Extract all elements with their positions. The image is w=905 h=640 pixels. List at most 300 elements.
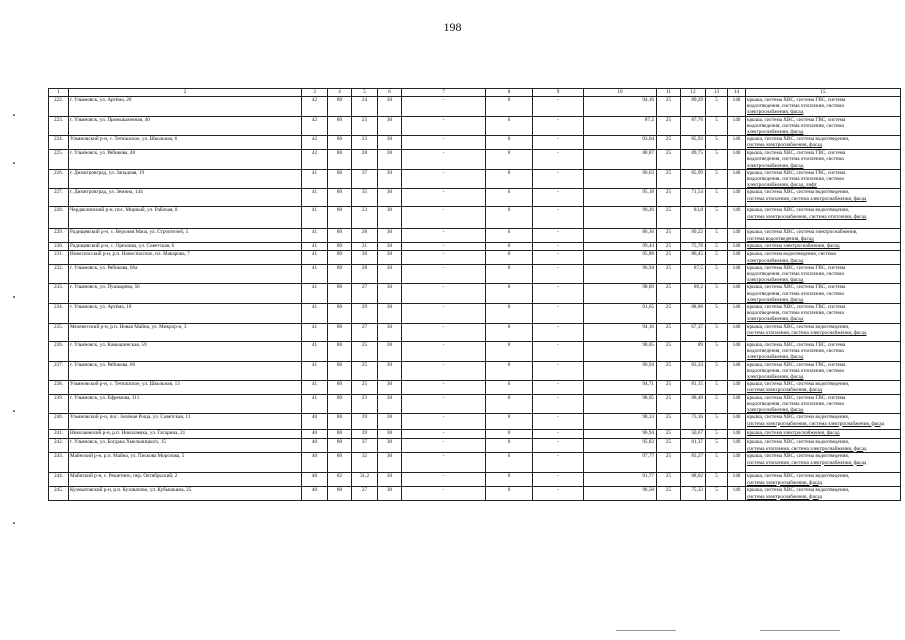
col14-cell: 140	[728, 284, 746, 304]
col6-cell: 30	[378, 229, 402, 243]
col3-cell: 41	[302, 229, 328, 243]
works-cell	[746, 251, 901, 264]
col6-cell: 30	[378, 264, 402, 284]
col11-cell: 25	[657, 394, 681, 414]
col13-cell: 5	[706, 414, 728, 430]
works-line: водоотведения, система отопления, система	[747, 310, 844, 317]
col9-cell: -	[533, 394, 584, 414]
works-cell	[746, 487, 901, 501]
works-cell	[746, 284, 901, 304]
col4-cell: 80	[328, 150, 352, 170]
col8-cell: 0	[486, 169, 533, 189]
table-row	[49, 394, 901, 414]
address-cell: г. Димитровград, ул. Земина, 144	[69, 189, 302, 207]
col12-cell: 88,02	[681, 473, 706, 487]
col5-cell: 29	[352, 304, 378, 324]
table-row	[49, 487, 901, 501]
col11-cell: 25	[657, 207, 681, 229]
col9-cell: -	[533, 473, 584, 487]
col11-cell: 25	[657, 323, 681, 341]
scan-mark	[616, 630, 676, 631]
col12-cell: 85,93	[681, 136, 706, 150]
scan-mark	[13, 522, 15, 524]
col5-cell: 25	[352, 361, 378, 381]
col10-cell: 98,33	[584, 414, 657, 430]
scan-mark	[13, 114, 15, 116]
works-line: крыша, система электроснабжения, фасад	[747, 430, 840, 437]
address-cell: г. Ульяновск, ул. Рябикова, 66	[69, 361, 302, 381]
works-cell	[746, 430, 901, 439]
col5-cell: 32	[352, 453, 378, 473]
col3-cell: 40	[302, 487, 328, 501]
col10-cell: 95,88	[584, 251, 657, 264]
works-line: система отопления, система электроснабжения, фасад	[747, 195, 867, 202]
col5-cell: 28	[352, 150, 378, 170]
col8-cell: 0	[486, 381, 533, 394]
col5-cell: 23	[352, 207, 378, 229]
col11-cell: 25	[657, 473, 681, 487]
table-row	[49, 189, 901, 207]
works-cell	[746, 189, 901, 207]
col7-cell: -	[402, 453, 486, 473]
col4-cell: 80	[328, 264, 352, 284]
works-line: крыша, система ХВС, система ГВС, система	[747, 361, 846, 368]
address-cell: Майнский р-н, р.п. Майна, ул. Пискова Морозова, 5	[69, 453, 302, 473]
works-line: водоотведения, система отопления, система	[747, 290, 844, 297]
table-row	[49, 323, 901, 341]
col11-cell: 25	[657, 229, 681, 243]
works-line: крыша, система ХВС, система электроснабжения,	[747, 229, 858, 236]
col5-cell: 25	[352, 381, 378, 394]
col10-cell: 94,16	[584, 323, 657, 341]
works-line: электроснабжения, фасад, лифт	[747, 182, 817, 189]
col6-cell: 30	[378, 189, 402, 207]
works-line: электроснабжения, фасад	[747, 162, 804, 169]
works-line: электроснабжения, фасад	[747, 407, 804, 414]
col12-cell: 89,29	[681, 97, 706, 117]
col4-cell: 80	[328, 453, 352, 473]
works-cell	[746, 229, 901, 243]
col9-cell: -	[533, 251, 584, 264]
column-header: 11	[657, 89, 681, 97]
works-line: крыша, система ХВС, система водоотведения,	[747, 323, 850, 330]
column-header: 1	[49, 89, 69, 97]
works-line: водоотведения, система отопления, система	[747, 122, 844, 129]
col14-cell: 140	[728, 150, 746, 170]
col6-cell: 30	[378, 473, 402, 487]
col13-cell: 5	[706, 189, 728, 207]
col13-cell: 5	[706, 169, 728, 189]
col5-cell: 39	[352, 430, 378, 439]
row-number: 225.	[49, 150, 69, 170]
works-cell	[746, 394, 901, 414]
col7-cell: -	[402, 323, 486, 341]
works-line: электроснабжения, фасад	[747, 109, 804, 116]
address-cell: г. Ульяновск, ул. Артёма, 18	[69, 304, 302, 324]
row-number: 242.	[49, 439, 69, 453]
works-line: система отопления, система электроснабжения, фасад	[747, 329, 867, 336]
works-line: система электроснабжения, система отопления, фасад	[747, 213, 867, 220]
col14-cell: 140	[728, 189, 746, 207]
column-header: 12	[681, 89, 706, 97]
col5-cell: 27	[352, 323, 378, 341]
col14-cell: 140	[728, 264, 746, 284]
col10-cell: 96,94	[584, 264, 657, 284]
col7-cell: -	[402, 341, 486, 361]
col14-cell: 140	[728, 136, 746, 150]
col6-cell: 30	[378, 304, 402, 324]
col9-cell: -	[533, 264, 584, 284]
works-cell	[746, 264, 901, 284]
works-cell	[746, 207, 901, 229]
works-line: водоотведения, система отопления, система	[747, 156, 844, 163]
col10-cell: 96,94	[584, 361, 657, 381]
works-line: крыша, система ХВС, система водоотведения,	[747, 453, 850, 460]
col6-cell: 30	[378, 453, 402, 473]
col13-cell: 5	[706, 150, 728, 170]
works-line: водоотведения, система отопления, система	[747, 367, 844, 374]
col3-cell: 41	[302, 323, 328, 341]
page-number: 198	[443, 20, 462, 34]
col10-cell: 98,89	[584, 284, 657, 304]
col11-cell: 25	[657, 284, 681, 304]
col9-cell: -	[533, 150, 584, 170]
col12-cell: 81,37	[681, 439, 706, 453]
col13-cell: 5	[706, 439, 728, 453]
col7-cell: -	[402, 97, 486, 117]
col12-cell: 50,67	[681, 430, 706, 439]
works-cell	[746, 243, 901, 251]
col9-cell: -	[533, 430, 584, 439]
col12-cell: 85,99	[681, 169, 706, 189]
address-cell: Радищевский р-н, с. Ореховка, ул. Советская, 6	[69, 243, 302, 251]
col6-cell: 30	[378, 381, 402, 394]
col7-cell: -	[402, 116, 486, 136]
row-number: 224.	[49, 136, 69, 150]
address-cell: г. Ульяновск, ул. Рябикова, 48	[69, 150, 302, 170]
col4-cell: 80	[328, 169, 352, 189]
col13-cell: 5	[706, 116, 728, 136]
col14-cell: 140	[728, 381, 746, 394]
table-row	[49, 430, 901, 439]
col11-cell: 25	[657, 243, 681, 251]
col10-cell: 98,05	[584, 341, 657, 361]
col3-cell: 41	[302, 243, 328, 251]
address-cell: г. Ульяновск, ул. Богдана Хмельницкого, 15	[69, 439, 302, 453]
col9-cell: -	[533, 453, 584, 473]
col10-cell: 95,83	[584, 439, 657, 453]
col3-cell: 42	[302, 116, 328, 136]
col11-cell: 25	[657, 189, 681, 207]
col13-cell: 5	[706, 487, 728, 501]
col8-cell: 0	[486, 284, 533, 304]
address-cell: г. Ульяновск, ул. Ефремова, 111	[69, 394, 302, 414]
col8-cell: 0	[486, 487, 533, 501]
works-cell	[746, 116, 901, 136]
works-line: система отопления, система электроснабжения, фасад	[747, 459, 867, 466]
col13-cell: 5	[706, 243, 728, 251]
works-line: крыша, система ХВС, система ГВС, система	[747, 150, 846, 157]
table-row	[49, 341, 901, 361]
col4-cell: 80	[328, 394, 352, 414]
works-line: крыша, система ХВС, система водоотведения,	[747, 207, 850, 214]
col13-cell: 5	[706, 251, 728, 264]
col14-cell: 140	[728, 453, 746, 473]
col12-cell: 75,78	[681, 243, 706, 251]
col3-cell: 41	[302, 189, 328, 207]
col8-cell: 0	[486, 439, 533, 453]
col3-cell: 40	[302, 453, 328, 473]
col13-cell: 5	[706, 394, 728, 414]
col6-cell: 30	[378, 207, 402, 229]
address-cell: г. Ульяновск, ул. Пушкарёва, 56	[69, 284, 302, 304]
col11-cell: 25	[657, 136, 681, 150]
works-cell	[746, 414, 901, 430]
works-line: водоотведения, система отопления, система	[747, 271, 844, 278]
works-cell	[746, 304, 901, 324]
col8-cell: 0	[486, 251, 533, 264]
col11-cell: 25	[657, 97, 681, 117]
col13-cell: 5	[706, 381, 728, 394]
col6-cell: 30	[378, 487, 402, 501]
address-cell: Чердаклинский р-н, пос. Мирный, ул. Рабочая, 8	[69, 207, 302, 229]
col10-cell: 94,71	[584, 381, 657, 394]
table-row	[49, 439, 901, 453]
address-cell: Кузоватовский р-н, р.п. Кузоватово, ул. Кубышкина, 25	[69, 487, 302, 501]
col4-cell: 80	[328, 97, 352, 117]
scan-mark	[13, 162, 15, 164]
col10-cell: 99,44	[584, 243, 657, 251]
works-line: водоотведения, система отопления, система	[747, 400, 844, 407]
address-cell: Новоспасский р-н, р.п. Новоспасское, пл. Макарова, 7	[69, 251, 302, 264]
address-cell: Радищевский р-н, с. Верхняя Мача, ул. Строителей, 5	[69, 229, 302, 243]
col4-cell: 80	[328, 323, 352, 341]
col5-cell: 28	[352, 229, 378, 243]
table-row	[49, 381, 901, 394]
col5-cell: 25	[352, 341, 378, 361]
works-cell	[746, 323, 901, 341]
works-line: крыша, система ХВС, система ГВС, система	[747, 97, 846, 103]
col5-cell: 23	[352, 136, 378, 150]
row-number: 232.	[49, 264, 69, 284]
col5-cell: 24	[352, 97, 378, 117]
works-line: система электроснабжения, фасад	[747, 387, 823, 394]
col4-cell: 80	[328, 414, 352, 430]
col9-cell: -	[533, 229, 584, 243]
works-line: крыша, система ХВС, система водоотведения,	[747, 189, 850, 196]
col4-cell: 80	[328, 189, 352, 207]
column-header: 5	[352, 89, 378, 97]
works-cell	[746, 341, 901, 361]
col11-cell: 25	[657, 169, 681, 189]
works-line: водоотведения, система отопления, система	[747, 176, 844, 183]
works-line: крыша, система электроснабжения, фасад	[747, 243, 840, 250]
col10-cell: 96,63	[584, 169, 657, 189]
col4-cell: 80	[328, 304, 352, 324]
col3-cell: 41	[302, 251, 328, 264]
col3-cell: 41	[302, 381, 328, 394]
table-row	[49, 473, 901, 487]
col5-cell: 23	[352, 394, 378, 414]
col6-cell: 30	[378, 116, 402, 136]
table-row	[49, 169, 901, 189]
col9-cell: -	[533, 136, 584, 150]
col9-cell: -	[533, 116, 584, 136]
col9-cell: -	[533, 189, 584, 207]
col14-cell: 140	[728, 229, 746, 243]
row-number: 233.	[49, 284, 69, 304]
col13-cell: 5	[706, 207, 728, 229]
col3-cell: 42	[302, 150, 328, 170]
works-line: крыша, система ХВС, система ГВС, система	[747, 394, 846, 401]
column-header: 3	[302, 89, 328, 97]
col13-cell: 5	[706, 453, 728, 473]
col11-cell: 25	[657, 341, 681, 361]
address-cell: Ульяновский р-н, с. Тетюшское, ул. Школьная, 6	[69, 136, 302, 150]
col4-cell: 80	[328, 207, 352, 229]
col11-cell: 25	[657, 361, 681, 381]
col7-cell: -	[402, 361, 486, 381]
col14-cell: 140	[728, 473, 746, 487]
col8-cell: 0	[486, 473, 533, 487]
column-header: 13	[706, 89, 728, 97]
col3-cell: 40	[302, 430, 328, 439]
col5-cell: 37	[352, 169, 378, 189]
col9-cell: -	[533, 304, 584, 324]
col8-cell: 0	[486, 394, 533, 414]
col11-cell: 25	[657, 453, 681, 473]
col10-cell: 90,26	[584, 207, 657, 229]
col10-cell: 95,18	[584, 189, 657, 207]
column-header: 15	[746, 89, 901, 97]
works-line: крыша, система ХВС, система ГВС, система	[747, 169, 846, 176]
works-line: крыша, система водоотведения, система	[747, 251, 836, 258]
col11-cell: 25	[657, 487, 681, 501]
row-number: 237.	[49, 361, 69, 381]
col9-cell: -	[533, 243, 584, 251]
scan-mark	[760, 630, 840, 631]
col7-cell: -	[402, 381, 486, 394]
table-header-row	[49, 89, 901, 97]
row-number: 241.	[49, 430, 69, 439]
address-cell: Николаевский р-н, р.п. Николаевка, ул. Гагарина, 21	[69, 430, 302, 439]
col3-cell: 42	[302, 136, 328, 150]
row-number: 226.	[49, 169, 69, 189]
col3-cell: 40	[302, 414, 328, 430]
works-line: водоотведения, система отопления, система	[747, 103, 844, 110]
col13-cell: 5	[706, 136, 728, 150]
col5-cell: 30	[352, 251, 378, 264]
works-line: крыша, система ХВС, система ГВС, система	[747, 341, 846, 348]
col6-cell: 30	[378, 169, 402, 189]
col13-cell: 5	[706, 323, 728, 341]
table-row	[49, 136, 901, 150]
col11-cell: 25	[657, 251, 681, 264]
col10-cell: 94,16	[584, 97, 657, 117]
table-row	[49, 97, 901, 117]
row-number: 229.	[49, 229, 69, 243]
works-line: крыша, система ХВС, система ГВС, система	[747, 264, 846, 271]
col7-cell: -	[402, 229, 486, 243]
col7-cell: -	[402, 207, 486, 229]
col3-cell: 41	[302, 284, 328, 304]
col4-cell: 80	[328, 381, 352, 394]
col9-cell: -	[533, 414, 584, 430]
col12-cell: 75,33	[681, 487, 706, 501]
col5-cell: 35	[352, 189, 378, 207]
col3-cell: 41	[302, 169, 328, 189]
table-row	[49, 251, 901, 264]
column-header: 9	[533, 89, 584, 97]
col9-cell: -	[533, 207, 584, 229]
col4-cell: 80	[328, 284, 352, 304]
works-line: электроснабжения, фасад	[747, 316, 804, 323]
col12-cell: 83,8	[681, 207, 706, 229]
address-cell: г. Ульяновск, ул. Промышленная, 40	[69, 116, 302, 136]
col13-cell: 5	[706, 473, 728, 487]
col6-cell: 30	[378, 361, 402, 381]
works-line: электроснабжения, фасад	[747, 277, 804, 284]
col10-cell: 88,87	[584, 150, 657, 170]
col12-cell: 71,54	[681, 189, 706, 207]
col14-cell: 140	[728, 439, 746, 453]
col3-cell: 40	[302, 473, 328, 487]
col4-cell: 80	[328, 487, 352, 501]
col8-cell: 0	[486, 229, 533, 243]
col12-cell: 89	[681, 341, 706, 361]
col10-cell: 96,58	[584, 487, 657, 501]
col11-cell: 25	[657, 304, 681, 324]
col5-cell: 31	[352, 243, 378, 251]
col8-cell: 0	[486, 207, 533, 229]
col10-cell: 97,77	[584, 453, 657, 473]
col14-cell: 140	[728, 207, 746, 229]
col9-cell: -	[533, 381, 584, 394]
col12-cell: 83,27	[681, 453, 706, 473]
works-line: крыша, система ХВС, система водоотведения,	[747, 414, 850, 421]
col12-cell: 88,48	[681, 394, 706, 414]
col10-cell: 98,05	[584, 394, 657, 414]
col4-cell: 80	[328, 229, 352, 243]
col3-cell: 40	[302, 439, 328, 453]
col8-cell: 0	[486, 414, 533, 430]
works-cell	[746, 439, 901, 453]
col4-cell: 80	[328, 430, 352, 439]
col9-cell: -	[533, 487, 584, 501]
col14-cell: 140	[728, 430, 746, 439]
col11-cell: 25	[657, 264, 681, 284]
col9-cell: -	[533, 284, 584, 304]
col14-cell: 140	[728, 97, 746, 117]
works-line: электроснабжения, фасад	[747, 257, 804, 264]
table-row	[49, 361, 901, 381]
works-line: крыша, система ХВС, система ГВС, система	[747, 304, 846, 311]
col9-cell: -	[533, 341, 584, 361]
row-number: 239.	[49, 394, 69, 414]
col8-cell: 0	[486, 243, 533, 251]
works-line: крыша, система ХВС, система ГВС, система	[747, 116, 846, 123]
works-line: электроснабжения, фасад	[747, 354, 804, 361]
col14-cell: 140	[728, 414, 746, 430]
column-header: 14	[728, 89, 746, 97]
col5-cell: 27	[352, 487, 378, 501]
col13-cell: 5	[706, 304, 728, 324]
col10-cell: 91,77	[584, 473, 657, 487]
works-cell	[746, 97, 901, 117]
col14-cell: 140	[728, 169, 746, 189]
col12-cell: 89,75	[681, 150, 706, 170]
col3-cell: 41	[302, 341, 328, 361]
